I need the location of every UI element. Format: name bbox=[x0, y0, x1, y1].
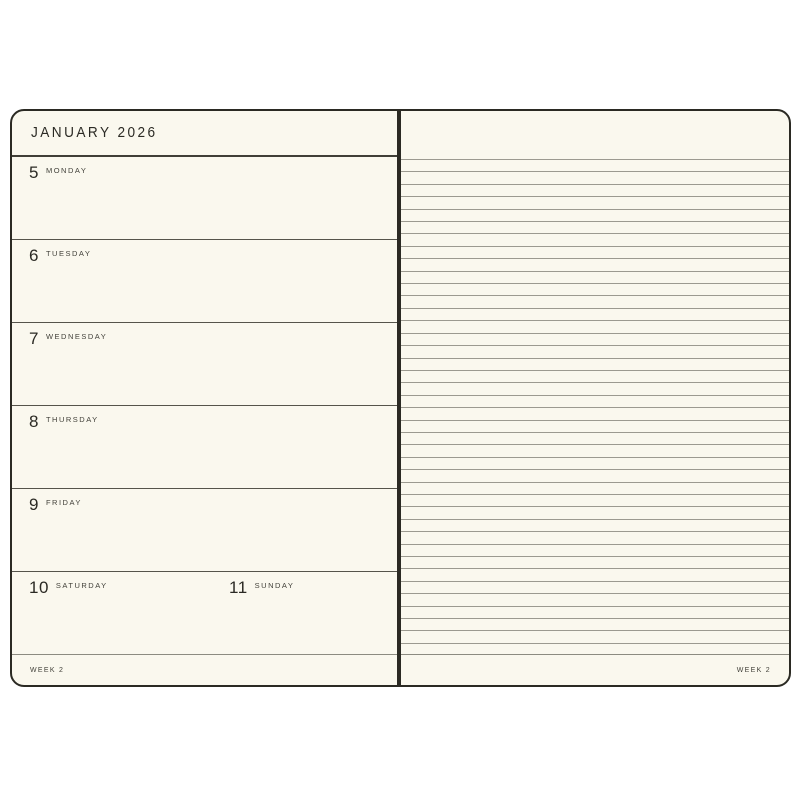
ruled-line bbox=[401, 457, 789, 458]
day-number: 9 bbox=[29, 495, 39, 514]
ruled-line bbox=[401, 494, 789, 495]
ruled-line bbox=[401, 531, 789, 532]
day-name: MONDAY bbox=[45, 166, 88, 175]
ruled-line bbox=[401, 209, 789, 210]
ruled-line bbox=[401, 630, 789, 631]
day-name: WEDNESDAY bbox=[45, 332, 108, 341]
day-cell-wednesday bbox=[12, 323, 107, 405]
ruled-line bbox=[401, 221, 789, 222]
day-row-friday bbox=[12, 489, 397, 572]
day-row-tuesday bbox=[12, 240, 397, 323]
ruled-line bbox=[401, 196, 789, 197]
ruled-line bbox=[401, 506, 789, 507]
day-name: FRIDAY bbox=[45, 498, 82, 507]
day-row-wednesday bbox=[12, 323, 397, 406]
ruled-line bbox=[401, 370, 789, 371]
ruled-line bbox=[401, 333, 789, 334]
week-number-label: WEEK 2 bbox=[30, 666, 65, 674]
ruled-line bbox=[401, 519, 789, 520]
ruled-line bbox=[401, 618, 789, 619]
ruled-line bbox=[401, 606, 789, 607]
ruled-line bbox=[401, 544, 789, 545]
day-name: SUNDAY bbox=[254, 581, 295, 590]
ruled-lines bbox=[401, 159, 789, 644]
ruled-line bbox=[401, 320, 789, 321]
ruled-line bbox=[401, 407, 789, 408]
ruled-line bbox=[401, 444, 789, 445]
day-cell-friday bbox=[12, 489, 82, 571]
day-cell-tuesday bbox=[12, 240, 91, 322]
ruled-line bbox=[401, 171, 789, 172]
day-number: 11 bbox=[229, 578, 248, 597]
ruled-line bbox=[401, 246, 789, 247]
day-number: 8 bbox=[29, 412, 39, 431]
month-header bbox=[12, 111, 397, 157]
planner-weekly-spread bbox=[10, 109, 791, 687]
ruled-line bbox=[401, 159, 789, 160]
ruled-line bbox=[401, 358, 789, 359]
day-number: 7 bbox=[29, 329, 39, 348]
day-name: SATURDAY bbox=[55, 581, 108, 590]
ruled-line bbox=[401, 345, 789, 346]
ruled-line bbox=[401, 382, 789, 383]
day-number: 6 bbox=[29, 246, 39, 265]
day-name: TUESDAY bbox=[45, 249, 92, 258]
left-page-footer bbox=[12, 654, 397, 685]
right-page-footer bbox=[401, 654, 789, 685]
day-row-weekend bbox=[12, 572, 397, 654]
ruled-line bbox=[401, 568, 789, 569]
ruled-line bbox=[401, 295, 789, 296]
day-cell-sunday bbox=[229, 572, 397, 654]
ruled-line bbox=[401, 395, 789, 396]
ruled-line bbox=[401, 593, 789, 594]
notes-area bbox=[401, 111, 789, 654]
ruled-line bbox=[401, 258, 789, 259]
ruled-line bbox=[401, 420, 789, 421]
ruled-line bbox=[401, 184, 789, 185]
month-title: JANUARY 2026 bbox=[31, 125, 158, 141]
day-row-thursday bbox=[12, 406, 397, 489]
ruled-line bbox=[401, 271, 789, 272]
day-number: 5 bbox=[29, 163, 39, 182]
day-cell-monday bbox=[12, 157, 87, 239]
ruled-line bbox=[401, 233, 789, 234]
day-row-monday bbox=[12, 157, 397, 240]
ruled-line bbox=[401, 469, 789, 470]
day-name: THURSDAY bbox=[45, 415, 99, 424]
day-cell-thursday bbox=[12, 406, 99, 488]
week-number-label: WEEK 2 bbox=[736, 666, 771, 674]
day-rows bbox=[12, 157, 397, 654]
ruled-line bbox=[401, 482, 789, 483]
ruled-line bbox=[401, 283, 789, 284]
day-cell-saturday bbox=[12, 572, 229, 654]
ruled-line bbox=[401, 581, 789, 582]
ruled-line bbox=[401, 556, 789, 557]
ruled-line bbox=[401, 308, 789, 309]
day-number: 10 bbox=[29, 578, 49, 597]
left-page bbox=[12, 111, 401, 685]
right-page bbox=[401, 111, 789, 685]
ruled-line bbox=[401, 432, 789, 433]
ruled-line bbox=[401, 643, 789, 644]
